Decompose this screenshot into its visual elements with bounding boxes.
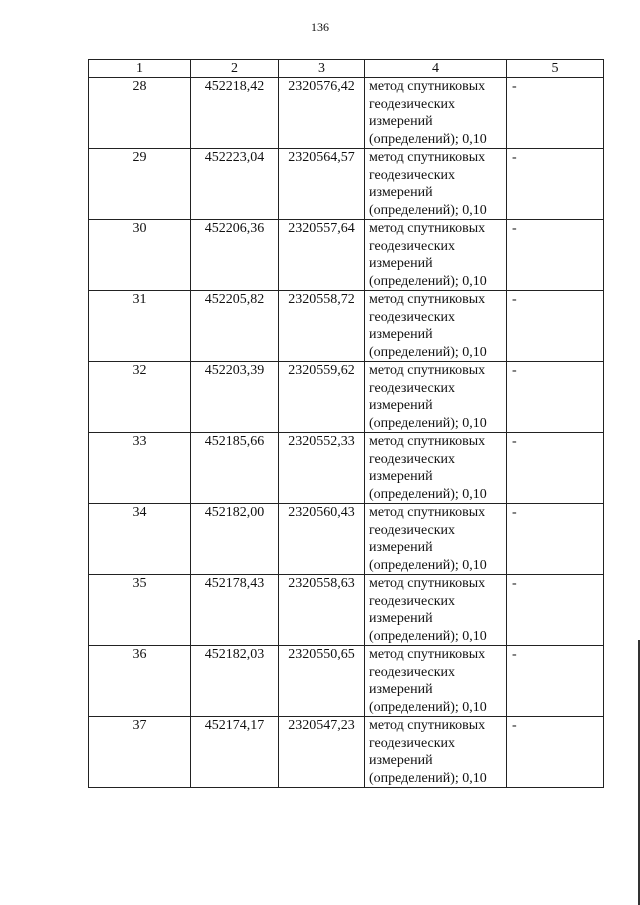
table-row bbox=[89, 433, 604, 504]
column-header-4: 4 bbox=[365, 60, 507, 78]
x-coordinate-cell: 452185,66 bbox=[191, 433, 279, 504]
point-number-cell: 34 bbox=[89, 504, 191, 575]
page-number: 136 bbox=[311, 20, 329, 34]
table-row bbox=[89, 291, 604, 362]
point-number-cell: 37 bbox=[89, 717, 191, 788]
point-number-cell: 36 bbox=[89, 646, 191, 717]
table-row bbox=[89, 717, 604, 788]
y-coordinate-cell: 2320557,64 bbox=[279, 220, 365, 291]
x-coordinate-cell: 452178,43 bbox=[191, 575, 279, 646]
point-number-cell: 30 bbox=[89, 220, 191, 291]
x-coordinate-cell: 452203,39 bbox=[191, 362, 279, 433]
point-number-cell: 32 bbox=[89, 362, 191, 433]
table-header-row bbox=[89, 60, 604, 78]
note-cell: - bbox=[507, 717, 604, 788]
x-coordinate-cell: 452223,04 bbox=[191, 149, 279, 220]
table-row bbox=[89, 149, 604, 220]
table-row bbox=[89, 78, 604, 149]
table-row bbox=[89, 220, 604, 291]
y-coordinate-cell: 2320552,33 bbox=[279, 433, 365, 504]
point-number-cell: 28 bbox=[89, 78, 191, 149]
x-coordinate-cell: 452205,82 bbox=[191, 291, 279, 362]
column-header-5: 5 bbox=[507, 60, 604, 78]
column-header-1: 1 bbox=[89, 60, 191, 78]
y-coordinate-cell: 2320559,62 bbox=[279, 362, 365, 433]
point-number-cell: 35 bbox=[89, 575, 191, 646]
x-coordinate-cell: 452182,03 bbox=[191, 646, 279, 717]
x-coordinate-cell: 452174,17 bbox=[191, 717, 279, 788]
note-cell: - bbox=[507, 575, 604, 646]
column-header-2: 2 bbox=[191, 60, 279, 78]
note-cell: - bbox=[507, 504, 604, 575]
note-cell: - bbox=[507, 149, 604, 220]
table-row bbox=[89, 362, 604, 433]
method-cell: метод спутниковых геодезических измерений (определений); 0,10 bbox=[365, 575, 507, 646]
y-coordinate-cell: 2320560,43 bbox=[279, 504, 365, 575]
y-coordinate-cell: 2320550,65 bbox=[279, 646, 365, 717]
method-cell: метод спутниковых геодезических измерений (определений); 0,10 bbox=[365, 433, 507, 504]
method-cell: метод спутниковых геодезических измерений (определений); 0,10 bbox=[365, 149, 507, 220]
column-header-3: 3 bbox=[279, 60, 365, 78]
note-cell: - bbox=[507, 362, 604, 433]
method-cell: метод спутниковых геодезических измерений (определений); 0,10 bbox=[365, 504, 507, 575]
y-coordinate-cell: 2320576,42 bbox=[279, 78, 365, 149]
note-cell: - bbox=[507, 433, 604, 504]
coordinates-table bbox=[88, 59, 604, 788]
method-cell: метод спутниковых геодезических измерений (определений); 0,10 bbox=[365, 646, 507, 717]
y-coordinate-cell: 2320558,63 bbox=[279, 575, 365, 646]
table-row bbox=[89, 504, 604, 575]
table-body bbox=[89, 78, 604, 788]
note-cell: - bbox=[507, 291, 604, 362]
point-number-cell: 29 bbox=[89, 149, 191, 220]
method-cell: метод спутниковых геодезических измерений (определений); 0,10 bbox=[365, 717, 507, 788]
point-number-cell: 33 bbox=[89, 433, 191, 504]
method-cell: метод спутниковых геодезических измерений (определений); 0,10 bbox=[365, 78, 507, 149]
point-number-cell: 31 bbox=[89, 291, 191, 362]
x-coordinate-cell: 452218,42 bbox=[191, 78, 279, 149]
method-cell: метод спутниковых геодезических измерений (определений); 0,10 bbox=[365, 362, 507, 433]
note-cell: - bbox=[507, 78, 604, 149]
method-cell: метод спутниковых геодезических измерений (определений); 0,10 bbox=[365, 220, 507, 291]
method-cell: метод спутниковых геодезических измерений (определений); 0,10 bbox=[365, 291, 507, 362]
x-coordinate-cell: 452182,00 bbox=[191, 504, 279, 575]
note-cell: - bbox=[507, 220, 604, 291]
y-coordinate-cell: 2320558,72 bbox=[279, 291, 365, 362]
table-row bbox=[89, 575, 604, 646]
y-coordinate-cell: 2320547,23 bbox=[279, 717, 365, 788]
table-row bbox=[89, 646, 604, 717]
note-cell: - bbox=[507, 646, 604, 717]
x-coordinate-cell: 452206,36 bbox=[191, 220, 279, 291]
y-coordinate-cell: 2320564,57 bbox=[279, 149, 365, 220]
